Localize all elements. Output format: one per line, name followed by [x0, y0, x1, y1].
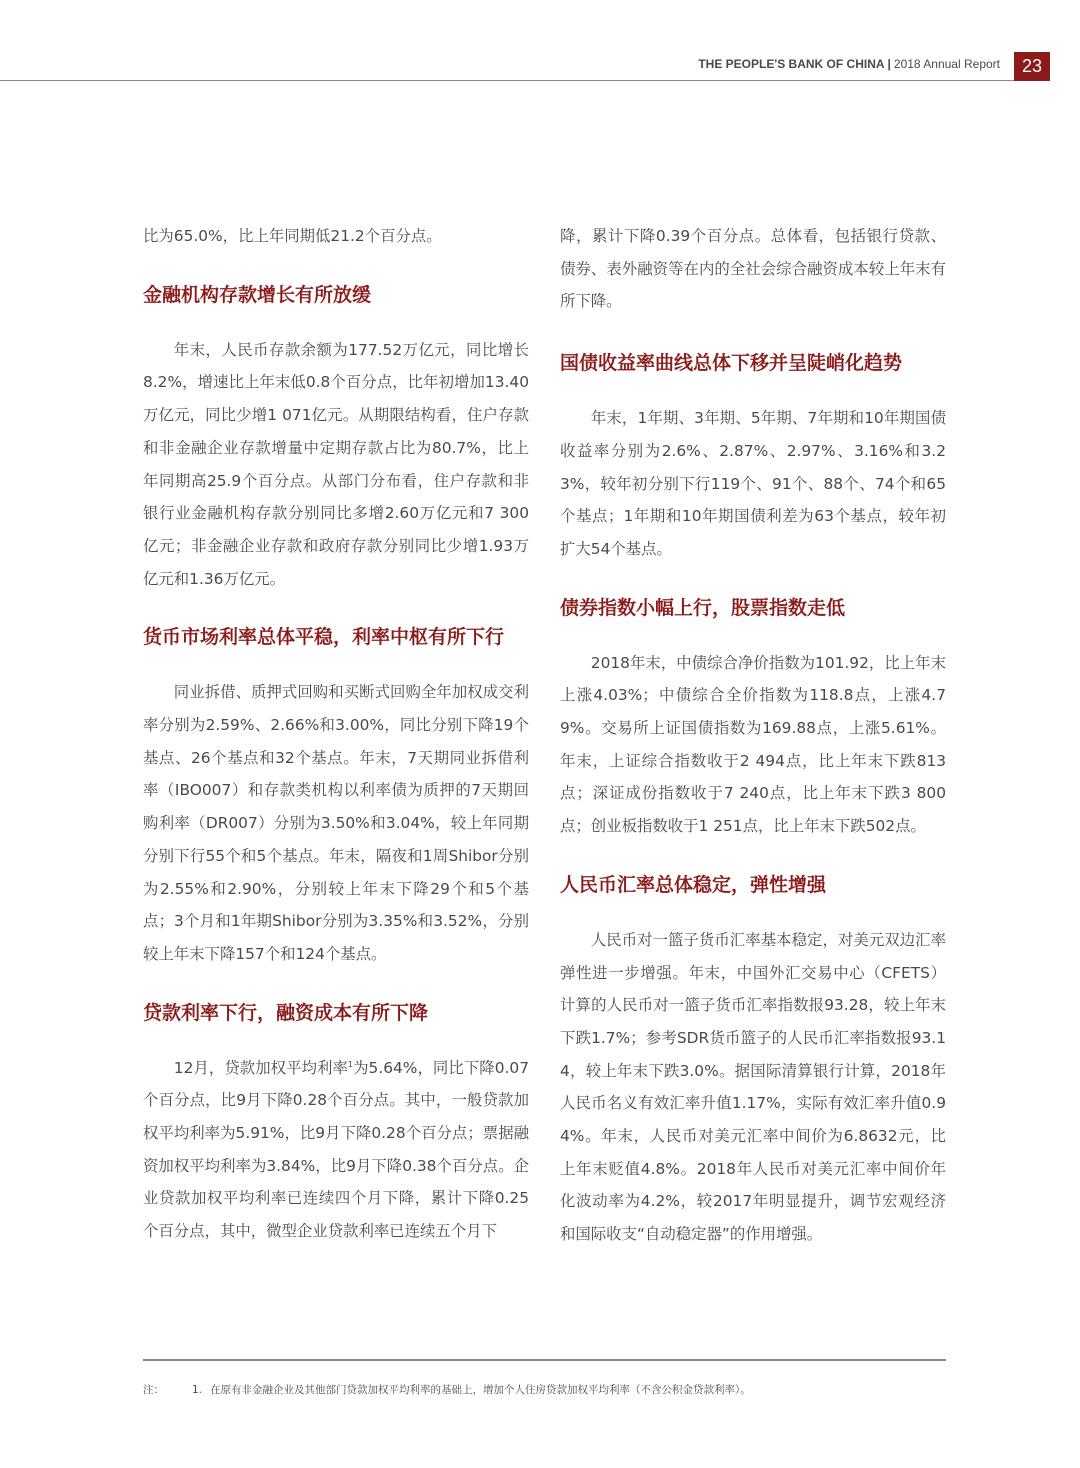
continuation-paragraph: 降，累计下降0.39个百分点。总体看，包括银行贷款、债券、表外融资等在内的全社会综合融资成本较上年末有所下降。 [560, 227, 946, 311]
section-body-deposits: 年末，人民币存款余额为177.52万亿元，同比增长8.2%，增速比上年末低0.8个百分点，比年初增加13.40万亿元，同比少增1 071亿元。从期限结构看，住户存款和非金融企业存款增量中定期存款占比为80.7%，比上年同期高25.9个百分点。从部门分布看，住户存款和非银行业金融机构存款分别同比多增2.60万亿元和7 300亿元；非金融企业存款和政府存款分别同比少增1.93万亿元和1.36万亿元。 [143, 340, 529, 588]
section-heading-deposits: 金融机构存款增长有所放缓 [143, 283, 372, 306]
footnote [143, 1382, 751, 1397]
section-heading-loan-rates: 贷款利率下行，融资成本有所下降 [143, 1001, 429, 1024]
header-report: 2018 Annual Report [893, 57, 1000, 71]
section-body-money-market: 同业拆借、质押式回购和买断式回购全年加权成交利率分别为2.59%、2.66%和3.00%，同比分别下降19个基点、26个基点和32个基点。年末，7天期同业拆借利率（IBO007）和存款类机构以利率债为质押的7天期回购利率（DR007）分别为3.50%和3.04%，较上年同期分别下行55个和5个基点。年末，隔夜和1周Shibor分别为2.55%和2.90%，分别较上年末下降29个和5个基点；3个月和1年期Shibor分别为3.35%和3.52%，分别较上年末下降157个和124个基点。 [143, 683, 529, 963]
section-heading-exchange-rate: 人民币汇率总体稳定，弹性增强 [560, 873, 827, 896]
loan-rates-text-b: 为5.64%，同比下降0.07个百分点，比9月下降0.28个百分点。其中，一般贷款加权平均利率为5.91%，比9月下降0.28个百分点；票据融资加权平均利率为3.84%，比9月下降0.38个百分点。企业贷款加权平均利率已连续四个月下降，累计下降0.25个百分点，其中，微型企业贷款利率已连续五个月下 [143, 1058, 529, 1241]
right-column [560, 220, 946, 1251]
section-heading-bond-yield: 国债收益率曲线总体下移并呈陡峭化趋势 [560, 352, 903, 375]
section-body-indices: 2018年末，中债综合净价指数为101.92，比上年末上涨4.03%；中债综合全价指数为118.8点，上涨4.79%。交易所上证国债指数为169.88点，上涨5.61%。年末，上证综合指数收于2 494点，比上年末下跌813点；深证成份指数收于7 240点，比上年末下跌3 800点；创业板指数收于1 251点，比上年末下跌502点。 [560, 653, 946, 836]
header-separator: | [887, 57, 891, 71]
left-column [143, 220, 529, 1248]
footnote-label: 注： [143, 1384, 164, 1396]
section-body-loan-rates [143, 1052, 529, 1248]
footnote-rule [143, 1359, 946, 1361]
footnote-reference[interactable]: 1 [347, 1059, 354, 1069]
section-heading-indices: 债券指数小幅上行，股票指数走低 [560, 596, 846, 619]
header-org: THE PEOPLE'S BANK OF CHINA [698, 57, 885, 71]
footnote-number: 1. [192, 1384, 203, 1396]
section-heading-money-market: 货币市场利率总体平稳，利率中枢有所下行 [143, 626, 505, 649]
loan-rates-text-a: 12月，贷款加权平均利率 [173, 1058, 348, 1077]
running-header [698, 57, 1000, 71]
section-body-exchange-rate: 人民币对一篮子货币汇率基本稳定，对美元双边汇率弹性进一步增强。年末，中国外汇交易中心（CFETS）计算的人民币对一篮子货币汇率指数报93.28，较上年末下跌1.7%；参考SDR货币篮子的人民币汇率指数报93.14，较上年末下跌3.0%。据国际清算银行计算，2018年人民币名义有效汇率升值1.17%，实际有效汇率升值0.94%。年末，人民币对美元汇率中间价为6.8632元，比上年末贬值4.8%。2018年人民币对美元汇率中间价年化波动率为4.2%，较2017年明显提升，调节宏观经济和国际收支“自动稳定器”的作用增强。 [560, 930, 946, 1244]
header-rule [0, 80, 1014, 81]
footnote-text: 在原有非金融企业及其他部门贷款加权平均利率的基础上，增加个人住房贷款加权平均利率（不含公积金贷款利率）。 [210, 1384, 751, 1396]
page-number: 23 [1014, 52, 1050, 81]
intro-paragraph: 比为65.0%，比上年同期低21.2个百分点。 [143, 227, 442, 245]
section-body-bond-yield: 年末，1年期、3年期、5年期、7年期和10年期国债收益率分别为2.6%、2.87%、2.97%、3.16%和3.23%，较年初分别下行119个、91个、88个、74个和65个基点；1年期和10年期国债利差为63个基点，较年初扩大54个基点。 [560, 409, 946, 558]
